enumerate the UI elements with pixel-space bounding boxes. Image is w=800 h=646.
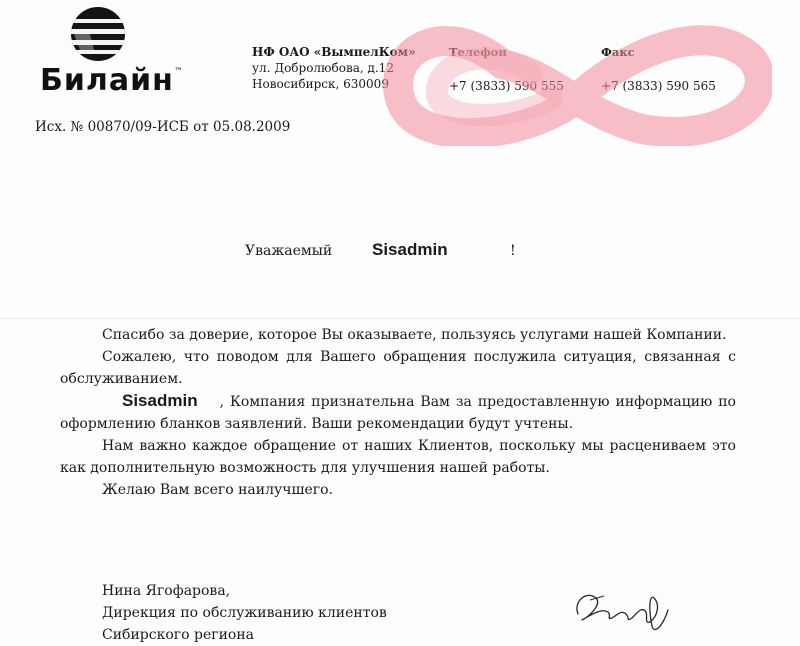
beeline-logo — [40, 6, 184, 98]
addressee-name: Sisadmin — [122, 391, 198, 410]
fax-label: Факс — [601, 45, 635, 59]
striped-globe-icon — [70, 6, 126, 62]
sender-city: Новосибирск, 630009 — [252, 77, 389, 91]
sender-org: НФ ОАО «ВымпелКом» — [252, 45, 416, 59]
paragraph-1: Спасибо за доверие, которое Вы оказываете, пользуясь услугами нашей Компании. — [102, 327, 727, 343]
logo-wordmark: Билайн — [40, 63, 174, 98]
phone-block — [449, 44, 564, 94]
sender-address — [252, 44, 416, 92]
signer-region: Сибирского региона — [102, 627, 255, 643]
greeting-prefix: Уважаемый — [245, 243, 333, 259]
greeting-name: Sisadmin — [372, 240, 448, 259]
fax-number: +7 (3833) 590 565 — [601, 79, 716, 93]
phone-number: +7 (3833) 590 555 — [449, 79, 564, 93]
paragraph-2: Сожалею, что поводом для Вашего обращения послужила ситуация, связанная с обслуживанием. — [60, 349, 736, 387]
signer-department: Дирекция по обслуживанию клиентов — [102, 605, 387, 621]
handwritten-signature — [568, 584, 678, 634]
fax-block — [601, 44, 716, 94]
sender-street: ул. Добролюбова, д.12 — [252, 61, 394, 75]
paragraph-3-text: , Компания признательна Вам за предоставленную информацию по оформлению бланков заявлений. Ваши рекомендации будут учтены. — [60, 394, 736, 432]
greeting-exclamation: ! — [510, 243, 516, 259]
signoff-block — [102, 580, 387, 646]
paragraph-4: Нам важно каждое обращение от наших Клиентов, поскольку мы расцениваем это как дополнительную возможность для улучшения нашей работы. — [60, 438, 736, 476]
outgoing-reference: Исх. № 00870/09-ИСБ от 05.08.2009 — [35, 119, 291, 135]
signer-name: Нина Ягофарова, — [102, 583, 231, 599]
paragraph-5: Желаю Вам всего наилучшего. — [102, 482, 333, 498]
greeting — [0, 240, 800, 264]
letter-body — [60, 324, 736, 501]
scan-divider — [0, 318, 800, 319]
paragraph-3 — [60, 390, 736, 435]
trademark-mark: ™ — [173, 67, 184, 77]
phone-label: Телефон — [449, 45, 507, 59]
